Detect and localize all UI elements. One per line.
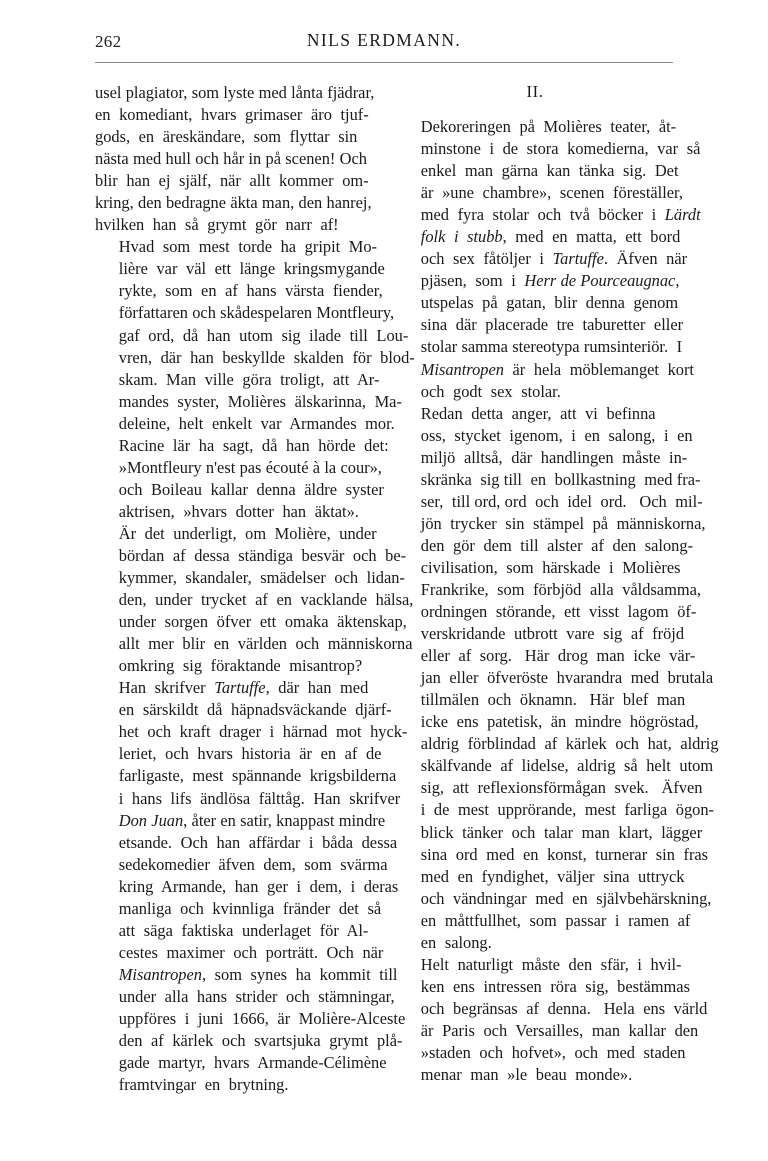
text-line: tillmälen och öknamn. Här blef man <box>420 690 686 710</box>
text-line: ordningen störande, ett visst lagom öf- <box>420 602 697 622</box>
text-line: Misantropen, som synes ha kommit till <box>118 964 398 984</box>
text-line: i hans lifs ändlösa fälttåg. Han skrifver <box>118 788 401 808</box>
text-line: bördan af dessa ständiga besvär och be- <box>118 545 407 565</box>
text-line: under alla hans strider och stämningar, <box>118 986 395 1006</box>
italic-title: Tartuffe <box>214 678 266 698</box>
text-line: Racine lär ha sagt, då han hörde det: <box>118 435 389 455</box>
section-number-heading: II. <box>526 82 544 101</box>
paragraph-hvad-som-mest <box>95 236 415 523</box>
text-line: aldrig förblindad af kärlek och hat, aldrig <box>420 734 719 754</box>
two-column-text-body <box>95 82 719 1095</box>
text-line: folk i stubb, med en matta, ett bord <box>420 227 681 247</box>
text-line: stolar samma stereotypa rumsinteriör. I <box>420 337 683 357</box>
text-line: uppföres i juni 1666, är Molière-Alceste <box>118 1008 406 1028</box>
text-line: etsande. Och han affärdar i båda dessa <box>118 832 398 852</box>
text-line: Han skrifver Tartuffe, där han med <box>118 678 369 698</box>
text-line: »Montfleury n'est pas écouté à la cour», <box>118 457 382 477</box>
text-line: sedekomedier äfven dem, som svärma <box>118 854 388 874</box>
text-line: nästa med hull och hår in på scenen! Och <box>95 149 367 169</box>
left-text-column <box>95 82 415 1095</box>
text-line: en komediant, hvars grimaser äro tjuf- <box>95 105 369 125</box>
text-line: minstone i de stora komedierna, var så <box>420 139 701 159</box>
right-text-column <box>397 82 719 1085</box>
text-line: miljö alltså, där handlingen måste in- <box>420 447 688 467</box>
text-line: ken ens intressen röra sig, bestämmas <box>420 976 690 996</box>
text-line: författaren och skådespelaren Montfleury, <box>118 303 395 323</box>
text-line: het och kraft drager i härnad mot hyck- <box>118 722 408 742</box>
text-line: rykte, som en af hans värsta fiender, <box>118 281 383 301</box>
italic-title: Herr de Pourceaugnac <box>524 271 676 291</box>
running-head-title: NILS ERDMANN. <box>306 30 462 50</box>
text-line: pjäsen, som i Herr de Pourceaugnac, <box>420 271 680 291</box>
text-line: Misantropen är hela möblemanget kort <box>420 359 694 379</box>
paragraph-ar-det-underligt <box>95 523 414 677</box>
text-line: manliga och kvinnliga fränder det så <box>118 898 382 918</box>
text-line: skam. Man ville göra troligt, att Ar- <box>118 369 380 389</box>
page-folio-number: 262 <box>95 32 122 51</box>
text-line: blick tänker och talar man klart, lägger <box>420 822 703 842</box>
text-line: sina där placerade tre taburetter eller <box>420 315 684 335</box>
text-line: jön trycker sin stämpel på människorna, <box>420 513 706 533</box>
paragraph-dekoreringen <box>397 116 701 403</box>
text-line: menar man »le beau monde». <box>420 1065 633 1085</box>
text-line: en särskildt då häpnadsväckande djärf- <box>118 700 392 720</box>
text-line: allt mer blir en världen och människorna <box>118 634 413 654</box>
text-line: en måttfullhet, som passar i ramen af <box>420 910 691 930</box>
text-line: gaf ord, då han utom sig ilade till Lou- <box>118 325 409 345</box>
text-line: och sex fåtöljer i Tartuffe. Äfven när <box>420 249 688 269</box>
text-line: och begränsas af denna. Hela ens värld <box>420 998 708 1018</box>
text-line: under sorgen öfver ett omaka äktenskap, <box>118 612 407 632</box>
text-line: blir han ej själf, när allt kommer om- <box>95 171 369 191</box>
text-line: »staden och hofvet», och med staden <box>420 1042 686 1062</box>
text-line: gade martyr, hvars Armande-Célimène <box>118 1053 387 1073</box>
text-line: skälfvande af lidelse, aldrig så helt utom <box>420 756 714 776</box>
text-line: en salong. <box>420 932 492 952</box>
text-line: vren, där han beskyllde skalden för blod- <box>118 347 415 367</box>
paragraph-redan-detta-anger <box>397 403 719 954</box>
paragraph-usel-plagiator <box>95 82 375 236</box>
text-line: aktrisen, »hvars dotter han äktat». <box>118 501 359 521</box>
text-line: oss, stycket igenom, i en salong, i en <box>420 425 693 445</box>
text-line: icke ens patetisk, än mindre högröstad, <box>420 712 699 732</box>
text-line: cestes maximer och porträtt. Och när <box>118 942 384 962</box>
text-line: kring, den bedragne äkta man, den hanrej, <box>95 193 372 213</box>
text-line: utspelas på gatan, blir denna genom <box>420 293 679 313</box>
text-line: framtvingar en brytning. <box>118 1075 289 1095</box>
text-line: mandes syster, Molières älskarinna, Ma- <box>118 391 402 411</box>
paragraph-helt-naturligt <box>397 954 708 1086</box>
text-line: farligaste, mest spännande krigsbilderna <box>118 766 397 786</box>
text-line: hvilken han så grymt gör narr af! <box>95 215 339 235</box>
italic-title: Misantropen <box>420 359 504 379</box>
text-line: omkring sig föraktande misantrop? <box>118 656 363 676</box>
text-line: med fyra stolar och två böcker i Lärdt <box>420 205 701 225</box>
text-line: den, under trycket af en vacklande hälsa, <box>118 590 414 610</box>
text-line: jan eller öfveröste hvarandra med brutala <box>420 668 714 688</box>
text-line: och Boileau kallar denna äldre syster <box>118 479 384 499</box>
text-line: och vändningar med en självbehärskning, <box>420 888 712 908</box>
paragraph-han-skrifver-tartuffe <box>95 677 408 1096</box>
text-line: i de mest upprörande, mest farliga ögon- <box>420 800 715 820</box>
text-line: skränka sig till en bollkastning med fra- <box>420 469 701 489</box>
text-line: med en fyndighet, väljer sina uttryck <box>420 866 685 886</box>
text-line: eller af sorg. Här drog man icke vär- <box>420 646 696 666</box>
text-line: Är det underligt, om Molière, under <box>118 523 377 543</box>
text-line: sig, att reflexionsförmågan svek. Äfven <box>420 778 703 798</box>
header-divider-rule <box>95 62 673 63</box>
text-line: enkel man gärna kan tänka sig. Det <box>420 161 679 181</box>
text-line: Redan detta anger, att vi befinna <box>420 403 656 423</box>
text-line: civilisation, som härskade i Molières <box>420 557 681 577</box>
italic-title: Tartuffe <box>552 249 604 269</box>
text-line: sina ord med en konst, turnerar sin fras <box>420 844 709 864</box>
text-line: Don Juan, åter en satir, knappast mindre <box>118 810 386 830</box>
text-line: den af kärlek och svartsjuka grymt plå- <box>118 1031 403 1051</box>
text-line: Hvad som mest torde ha gripit Mo- <box>118 237 378 257</box>
italic-title: folk i stubb <box>420 227 503 247</box>
running-head <box>95 30 673 60</box>
italic-title: Don Juan <box>118 810 184 830</box>
text-line: kymmer, skandaler, smädelser och lidan- <box>118 568 405 588</box>
text-line: ser, till ord, ord och idel ord. Och mil- <box>420 491 703 511</box>
text-line: och godt sex stolar. <box>420 381 561 401</box>
text-line: Frankrike, som förbjöd alla våldsamma, <box>420 579 701 599</box>
text-line: gods, en äreskändare, som flyttar sin <box>95 127 358 147</box>
text-line: kring Armande, han ger i dem, i deras <box>118 876 399 896</box>
italic-title: Misantropen <box>118 964 202 984</box>
text-line: leriet, och hvars historia är en af de <box>118 744 382 764</box>
text-line: den gör dem till alster af den salong- <box>420 535 694 555</box>
text-line: deleine, helt enkelt var Armandes mor. <box>118 413 395 433</box>
text-line: Dekoreringen på Molières teater, åt- <box>420 117 677 136</box>
text-line: är Paris och Versailles, man kallar den <box>420 1020 699 1040</box>
text-line: Helt naturligt måste den sfär, i hvil- <box>420 954 682 974</box>
text-line: är »une chambre», scenen föreställer, <box>420 183 683 203</box>
text-line: lière var väl ett länge kringsmygande <box>118 259 385 279</box>
text-line: usel plagiator, som lyste med lånta fjädrar, <box>95 83 375 102</box>
text-line: att säga faktiska underlaget för Al- <box>118 920 369 940</box>
italic-title: Lärdt <box>664 205 701 225</box>
text-line: verskridande utbrott vare sig af fröjd <box>420 624 685 644</box>
